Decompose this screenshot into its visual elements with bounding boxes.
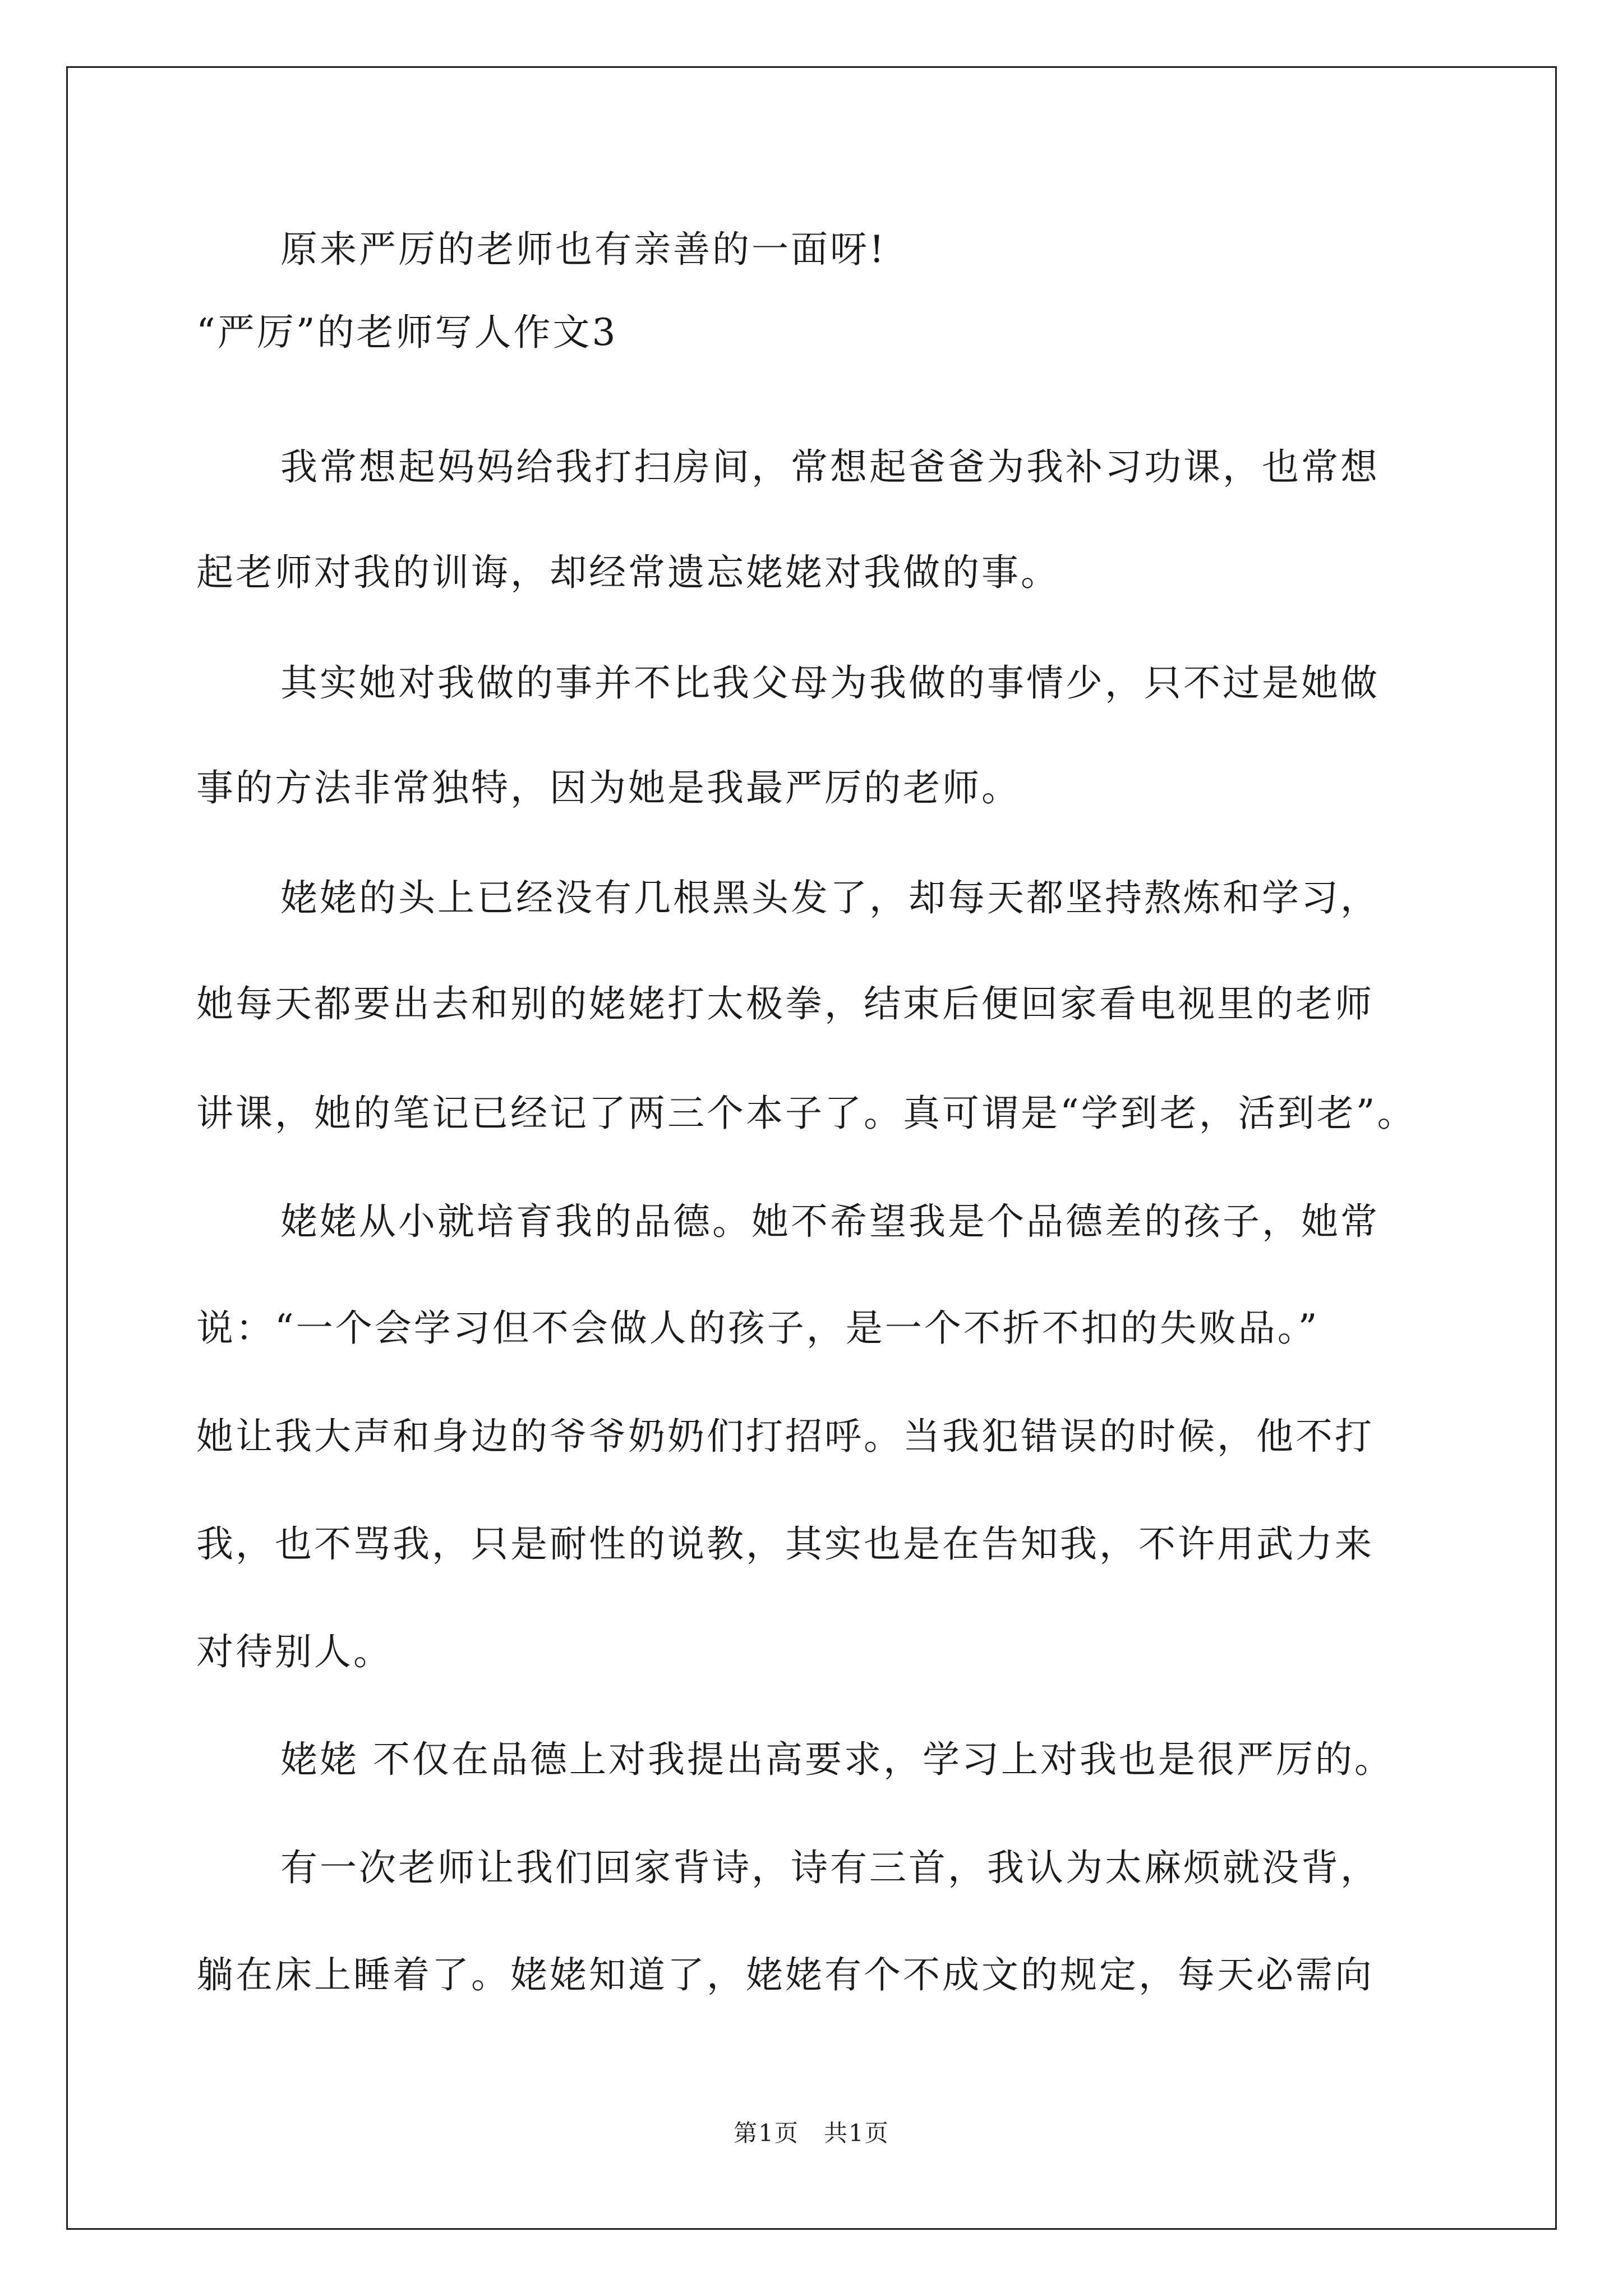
text-line: 对待别人。 — [196, 1630, 393, 1673]
text-line: 姥姥从小就培育我的品德。她不希望我是个品德差的孩子，她常 — [280, 1200, 1380, 1243]
page-border — [66, 66, 1557, 2230]
text-line: 讲课，她的笔记已经记了两三个本子了。真可谓是“学到老，活到老”。 — [196, 1092, 1417, 1135]
text-line: 说：“一个会学习但不会做人的孩子，是一个不折不扣的失败品。” — [196, 1306, 1320, 1350]
text-line: 有一次老师让我们回家背诗，诗有三首，我认为太麻烦就没背， — [280, 1846, 1380, 1889]
page-number-footer: 第1页 共1页 — [734, 2119, 889, 2147]
text-line: 她让我大声和身边的爷爷奶奶们打招呼。当我犯错误的时候，他不打 — [196, 1415, 1374, 1458]
text-line: 原来严厉的老师也有亲善的一面呀! — [280, 228, 887, 271]
text-line: 姥姥 不仅在品德上对我提出高要求，学习上对我也是很严厉的。 — [280, 1738, 1394, 1781]
text-line: 我常想起妈妈给我打扫房间，常想起爸爸为我补习功课，也常想 — [280, 445, 1380, 489]
text-line: 她每天都要出去和别的姥姥打太极拳，结束后便回家看电视里的老师 — [196, 982, 1374, 1025]
section-heading: “严厉”的老师写人作文3 — [196, 311, 618, 354]
text-line: 躺在床上睡着了。姥姥知道了，姥姥有个不成文的规定，每天必需向 — [196, 1953, 1374, 1996]
text-line: 起老师对我的训诲，却经常遗忘姥姥对我做的事。 — [196, 551, 1060, 594]
text-line: 事的方法非常独特，因为她是我最严厉的老师。 — [196, 766, 1021, 809]
text-line: 其实她对我做的事并不比我父母为我做的事情少，只不过是她做 — [280, 661, 1380, 705]
text-line: 姥姥的头上已经没有几根黑头发了，却每天都坚持熬炼和学习， — [280, 876, 1380, 919]
text-line: 我，也不骂我，只是耐性的说教，其实也是在告知我，不许用武力来 — [196, 1522, 1374, 1566]
